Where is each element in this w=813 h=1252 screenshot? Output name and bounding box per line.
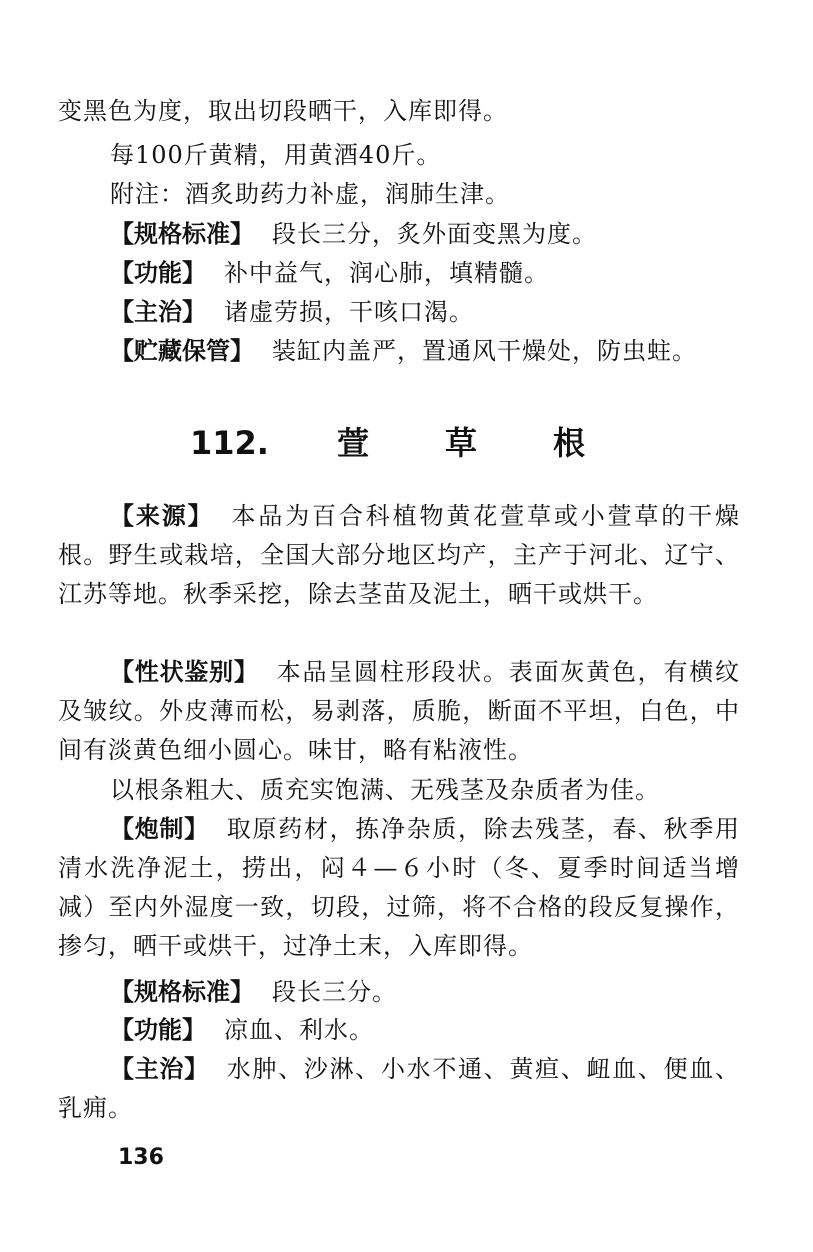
source-text: 本品为百合科植物黄花萱草或小萱草的干燥根。野生或栽培，全国大部分地区均产，主产于河北、辽宁、江苏等地。秋季采挖，除去茎苗及泥土，晒干或烘干。 (58, 502, 741, 608)
storage-text: 装缸内盖严，置通风干燥处，防虫蛀。 (272, 337, 697, 365)
storage-label: 【贮藏保管】 (110, 337, 254, 365)
entry-function-label: 【功能】 (110, 1016, 206, 1044)
entry-name-char-2: 草 (444, 424, 477, 462)
identification-text: 本品呈圆柱形段状。表面灰黄色，有横纹及皱纹。外皮薄而松，易剥落，质脆，断面不平坦，白色，中间有淡黄色细小圆心。味甘，略有粘液性。 (58, 658, 741, 764)
identification-label: 【性状鉴别】 (110, 658, 259, 686)
entry-name-char-3: 根 (552, 424, 585, 462)
prev-function-line (110, 255, 750, 291)
entry-spec-text: 段长三分。 (272, 978, 397, 1006)
spec-line (110, 974, 750, 1010)
wine-ratio-line: 每100斤黄精，用黄酒40斤。 (110, 141, 442, 169)
spec-text: 段长三分，炙外面变黑为度。 (272, 220, 597, 248)
indication-text: 诸虚劳损，干咳口渴。 (224, 298, 474, 326)
entry-indication-label: 【主治】 (110, 1055, 209, 1083)
note-line: 附注：酒炙助药力补虚，润肺生津。 (110, 180, 510, 208)
spec-label: 【规格标准】 (110, 220, 254, 248)
prev-indication-line (110, 294, 750, 330)
prev-spec-line (110, 216, 750, 252)
continued-text: 变黑色为度，取出切段晒干，入库即得。 (58, 97, 508, 125)
indication-label: 【主治】 (110, 298, 206, 326)
processing-label: 【炮制】 (110, 815, 209, 843)
entry-name-char-1: 萱 (336, 424, 369, 462)
page-number: 136 (118, 1145, 164, 1170)
indication-paragraph (58, 1050, 740, 1128)
function-line (110, 1012, 750, 1048)
entry-spec-label: 【规格标准】 (110, 978, 254, 1006)
source-paragraph (58, 497, 740, 614)
processing-text: 取原药材，拣净杂质，除去残茎，春、秋季用清水洗净泥土，捞出，闷４—６小时（冬、夏季时间适当增减）至内外湿度一致，切段，过筛，将不合格的段反复操作，掺匀，晒干或烘干，过净土末，入库即得。 (58, 815, 741, 960)
entry-number: 112. (190, 424, 269, 462)
prev-storage-line (110, 333, 750, 369)
identification-paragraph (58, 653, 740, 770)
source-label: 【来源】 (110, 502, 214, 530)
entry-heading (0, 418, 813, 468)
entry-indication-text: 水肿、沙淋、小水不通、黄疸、衄血、便血、乳痈。 (58, 1055, 741, 1122)
quality-paragraph: 以根条粗大、质充实饱满、无残茎及杂质者为佳。 (110, 776, 660, 804)
entry-function-text: 凉血、利水。 (224, 1016, 374, 1044)
function-label: 【功能】 (110, 259, 206, 287)
processing-paragraph (58, 810, 740, 966)
function-text: 补中益气，润心肺，填精髓。 (224, 259, 549, 287)
